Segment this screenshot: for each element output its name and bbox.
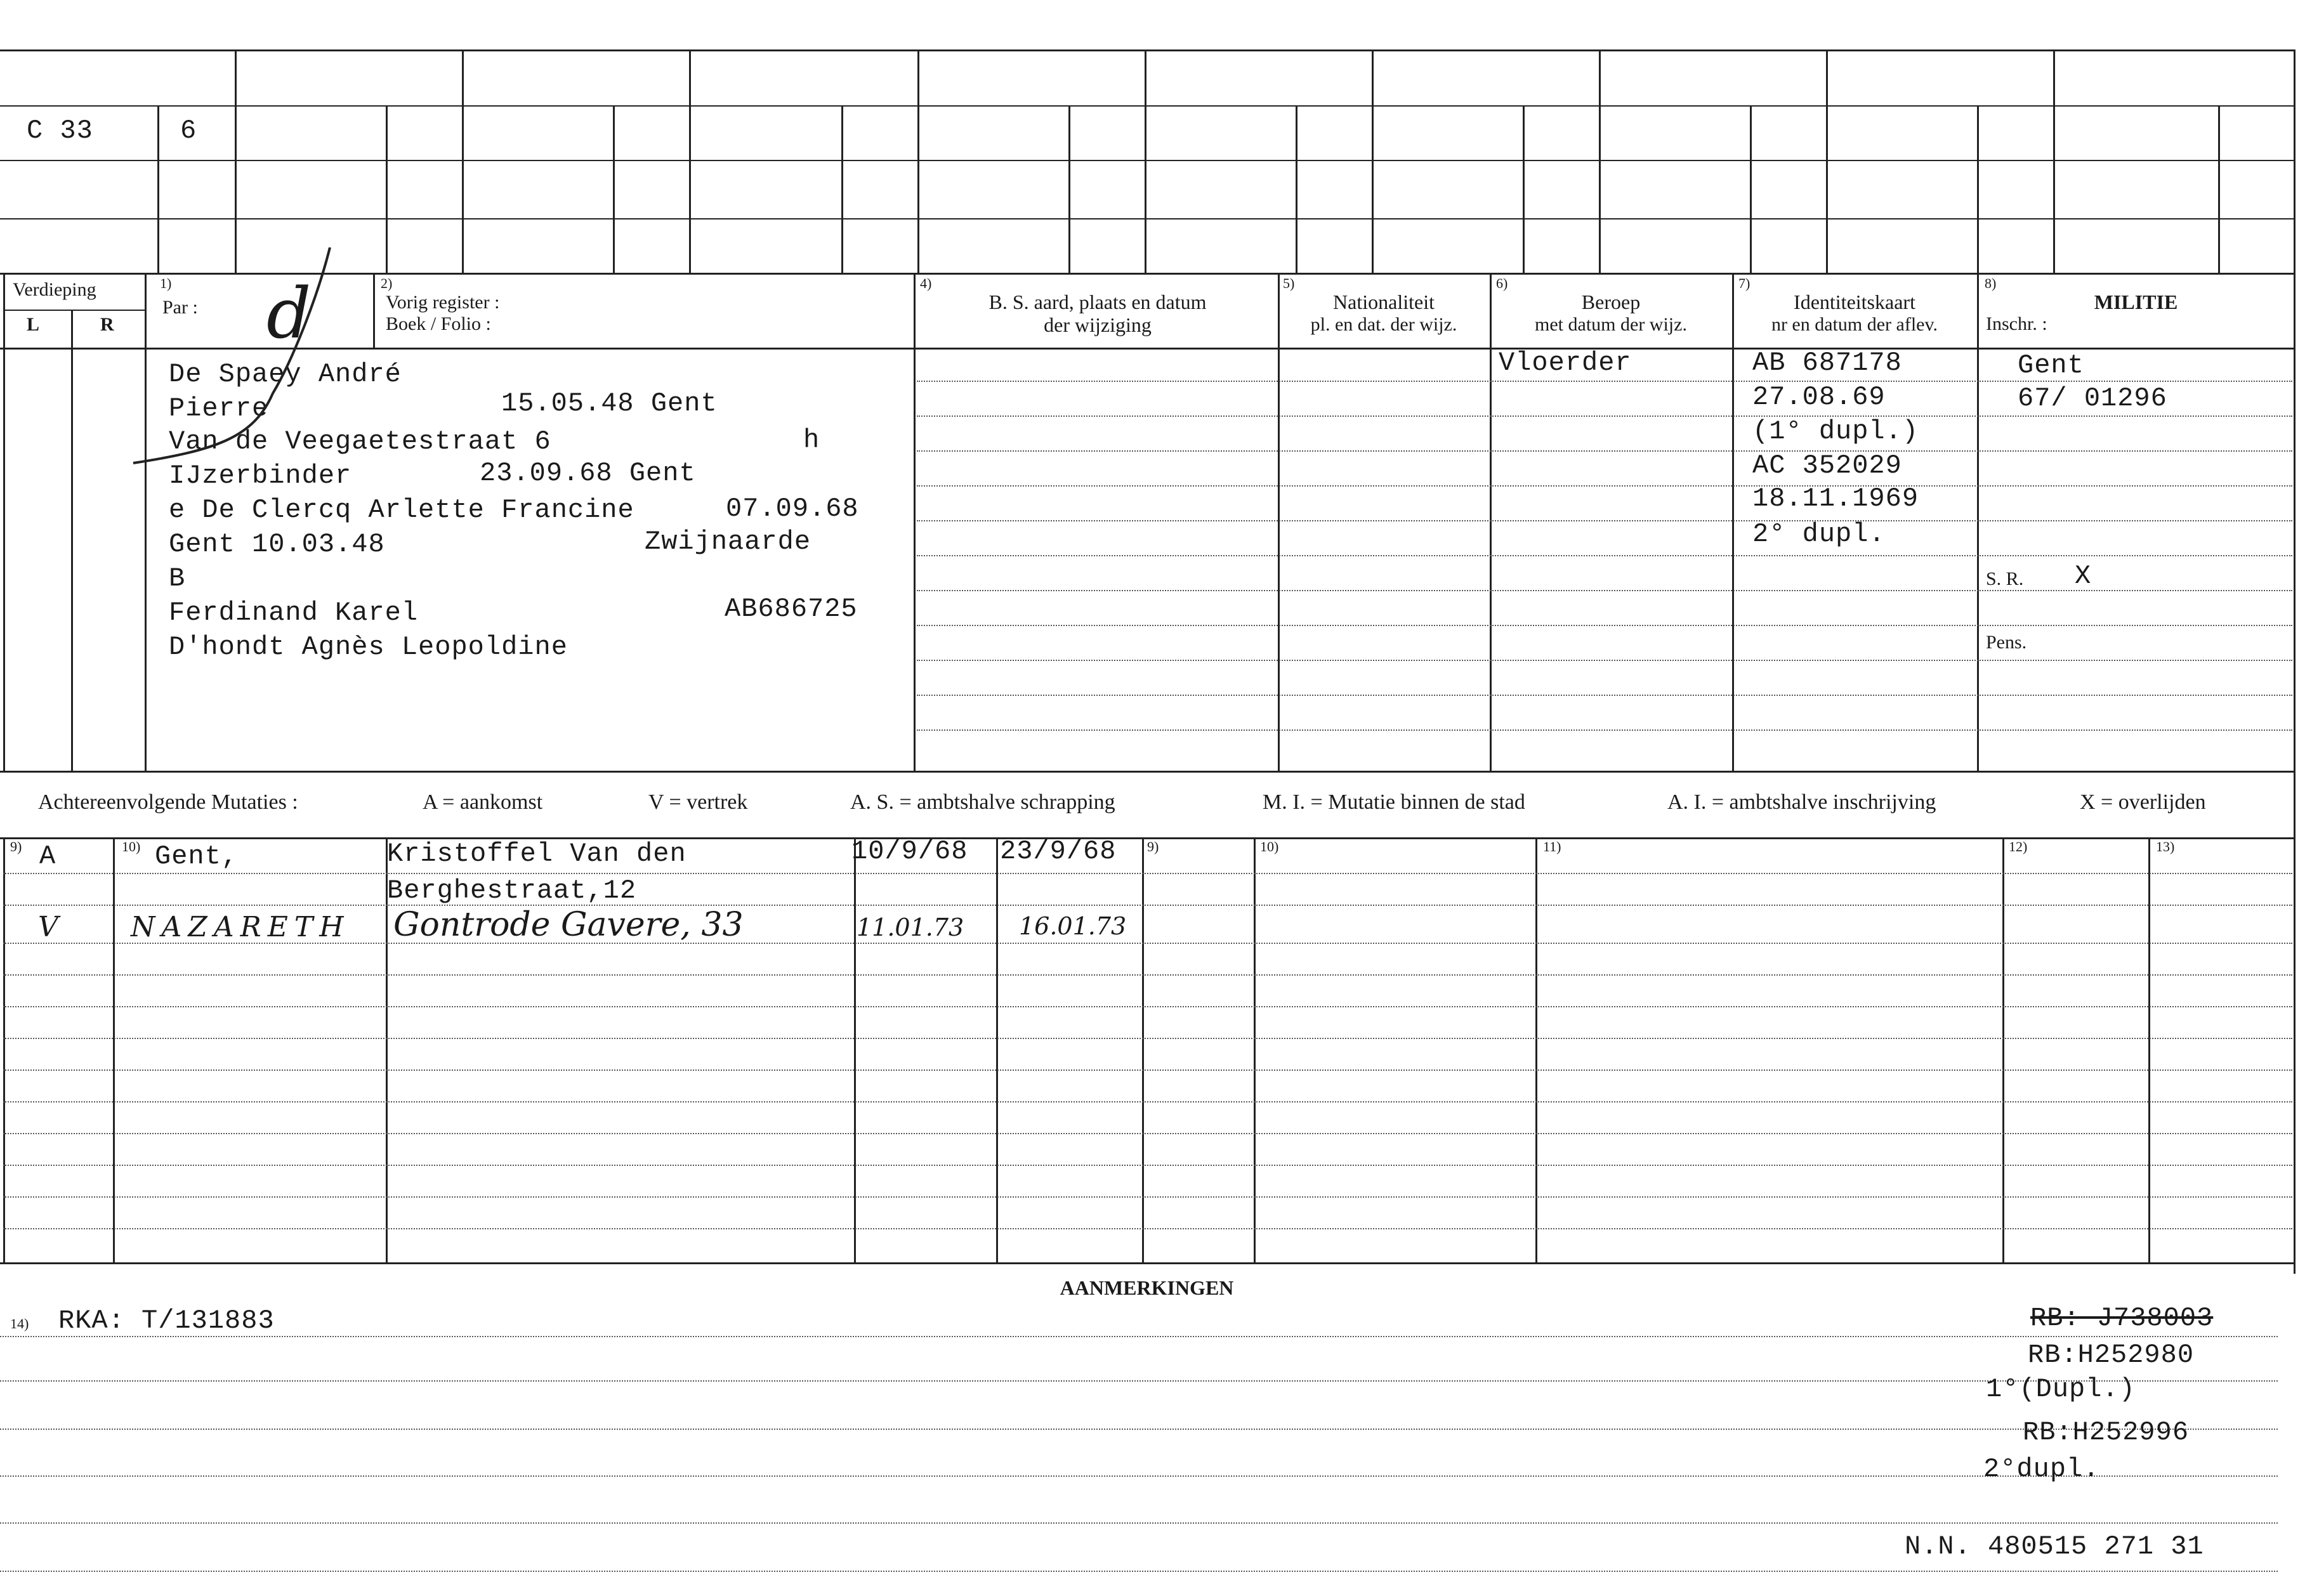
id-card-number: AB 687178: [1752, 348, 1902, 378]
nationaliteit-header: Nationaliteit: [1333, 291, 1435, 313]
mut1-date1: 10/9/68: [851, 836, 968, 867]
beroep-header: Beroep: [1581, 291, 1641, 313]
bs-header-sub: der wijziging: [1044, 313, 1152, 336]
mut-num-13: 13): [2156, 839, 2175, 854]
id-card-date: 27.08.69: [1752, 382, 1886, 412]
field-num-6: 6): [1496, 275, 1508, 291]
field-num-8: 8): [1985, 275, 1997, 291]
legend-as: A. S. = ambtshalve schrapping: [850, 790, 1115, 814]
person-spouse-date: 07.09.68: [726, 494, 859, 524]
field-num-2: 2): [381, 275, 393, 291]
id-card-dupl1: (1° dupl.): [1752, 416, 1919, 447]
field-num-7: 7): [1738, 275, 1750, 291]
mut1-date2: 23/9/68: [1000, 836, 1117, 867]
par-label: Par :: [162, 297, 198, 318]
par-value: d: [266, 273, 312, 354]
mut2-type: V: [38, 911, 58, 943]
verdieping-label: Verdieping: [13, 279, 96, 300]
remarks-num-14: 14): [10, 1316, 29, 1331]
mut1-place: Gent,: [155, 841, 239, 872]
person-spouse: e De Clercq Arlette Francine: [169, 495, 634, 525]
person-address-flag: h: [803, 425, 820, 455]
remarks-title: AANMERKINGEN: [1060, 1276, 1234, 1299]
mut-num-10b: 10): [1260, 839, 1279, 854]
mut2-date2: 16.01.73: [1019, 912, 1127, 940]
field-num-1: 1): [160, 275, 172, 291]
person-mother: D'hondt Agnès Leopoldine: [169, 632, 568, 662]
person-birth: 15.05.48 Gent: [501, 388, 718, 419]
person-code: B: [169, 563, 186, 594]
mut1-street: Kristoffel Van den: [387, 839, 686, 869]
card-code: C 33: [27, 115, 93, 146]
bs-header: B. S. aard, plaats en datum: [989, 291, 1207, 313]
person-address: Van de Veegaetestraat 6: [169, 426, 551, 457]
legend-mi: M. I. = Mutatie binnen de stad: [1263, 790, 1525, 814]
remarks-dupl2: 2°dupl.: [1983, 1454, 2100, 1484]
sr-label: S. R.: [1986, 568, 2024, 589]
person-id-ref: AB686725: [725, 594, 858, 624]
id-card-number-2: AC 352029: [1752, 450, 1902, 481]
beroep-header-sub: met datum der wijz.: [1535, 314, 1687, 335]
person-spouse-place: Zwijnaarde: [645, 527, 811, 557]
legend-v: V = vertrek: [648, 790, 748, 814]
militie-header: MILITIE: [2094, 291, 2178, 313]
militie-place: Gent: [2018, 350, 2084, 381]
remarks-rb-struck: RB: J738003: [2030, 1303, 2214, 1333]
nationaliteit-header-sub: pl. en dat. der wijz.: [1310, 314, 1457, 335]
floor-right-label: R: [100, 314, 114, 335]
remarks-nn: N.N. 480515 271 31: [1905, 1531, 2204, 1562]
mut2-street: Gontrode Gavere, 33: [393, 906, 744, 944]
remarks-rb1: RB:H252980: [2028, 1340, 2195, 1370]
beroep-value: Vloerder: [1499, 348, 1632, 378]
field-num-5: 5): [1283, 275, 1295, 291]
mut-num-11: 11): [1543, 839, 1561, 854]
mut-num-9b: 9): [1147, 839, 1159, 854]
mut-num-10: 10): [122, 839, 141, 854]
inschr-label: Inschr. :: [1986, 313, 2047, 334]
identiteit-header: Identiteitskaart: [1794, 291, 1915, 313]
field-num-4: 4): [920, 275, 932, 291]
legend-title: Achtereenvolgende Mutaties :: [38, 790, 298, 814]
remarks-rka: RKA: T/131883: [58, 1305, 275, 1336]
mut1-type: A: [39, 841, 56, 872]
mut1-street2: Berghestraat,12: [387, 875, 637, 906]
mut-num-12: 12): [2009, 839, 2028, 854]
person-profession: IJzerbinder: [169, 461, 352, 491]
mut2-place: NAZARETH: [131, 911, 350, 943]
person-father: Ferdinand Karel: [169, 598, 419, 628]
identiteit-header-sub: nr en datum der aflev.: [1771, 314, 1938, 335]
remarks-rb2: RB:H252996: [2023, 1417, 2190, 1448]
legend-x: X = overlijden: [2080, 790, 2206, 814]
card-number: 6: [180, 115, 197, 146]
person-firstname: Pierre: [169, 393, 269, 424]
pen-stroke: [127, 247, 393, 488]
legend-ai: A. I. = ambtshalve inschrijving: [1667, 790, 1936, 814]
boek-folio-label: Boek / Folio :: [386, 313, 491, 334]
person-name: De Spaey André: [169, 359, 402, 389]
floor-left-label: L: [27, 314, 40, 335]
pens-label: Pens.: [1986, 632, 2027, 653]
id-card-date-2: 18.11.1969: [1752, 483, 1919, 514]
mut2-date1: 11.01.73: [857, 913, 964, 941]
vorig-register-label: Vorig register :: [386, 292, 500, 313]
id-card-dupl2: 2° dupl.: [1752, 519, 1886, 549]
militie-number: 67/ 01296: [2018, 383, 2167, 414]
mut-num-9: 9): [10, 839, 22, 854]
legend-a: A = aankomst: [423, 790, 543, 814]
person-profession-date: 23.09.68 Gent: [480, 458, 696, 488]
person-spouse-birth: Gent 10.03.48: [169, 529, 385, 559]
sr-value: X: [2075, 561, 2092, 591]
remarks-dupl1: 1°(Dupl.): [1986, 1374, 2136, 1404]
